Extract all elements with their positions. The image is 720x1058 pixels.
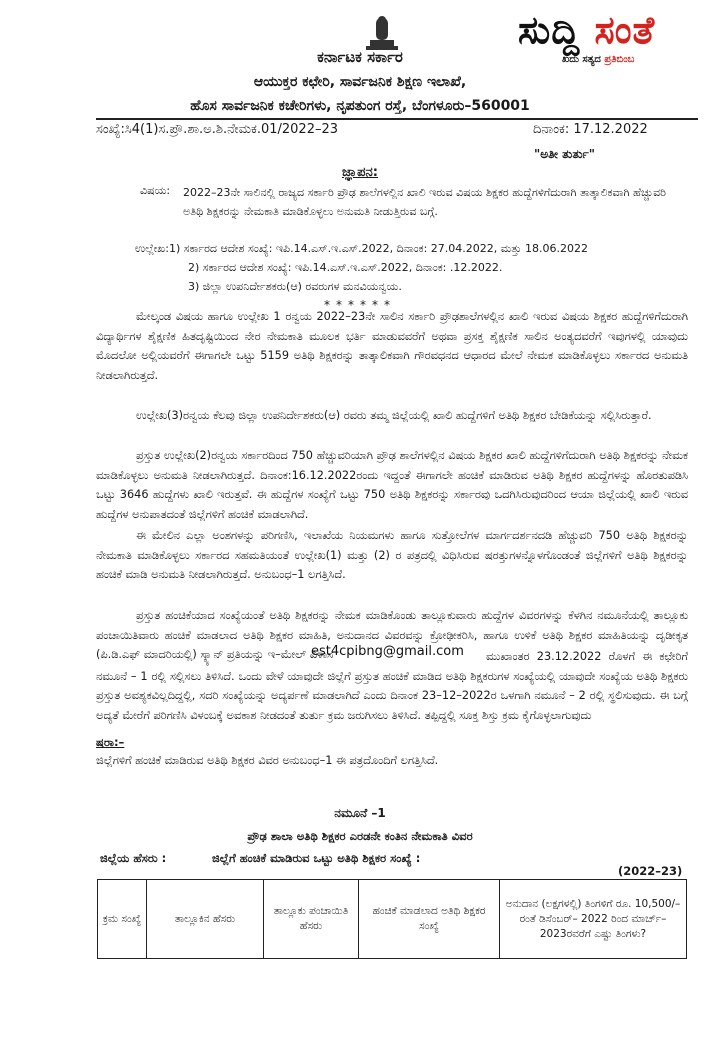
subject-text: 2022–23ನೇ ಸಾಲಿನಲ್ಲಿ ರಾಜ್ಯದ ಸರ್ಕಾರಿ ಪ್ರೌಢ ಶಾಲೆಗಳಲ್ಲಿನ ಖಾಲಿ ಇರುವ ವಿಷಯ ಶಿಕ್ಷಕರ ಹುದ್ದೆಗಳಿಗೆದುರಾಗಿ ತಾತ್ಕಾಲಿಕವಾಗಿ ಹೆಚ್ಚುವರಿ ಅತಿಥಿ ಶಿಕ್ಷಕರನ್ನು ನೇಮಕಾತಿ ಮಾಡಿಕೊಳ್ಳಲು ಅನುಮತಿ ನೀಡುತ್ತಿರುವ ಬಗ್ಗೆ.	[183, 186, 666, 218]
body-paragraph: ಪ್ರಸ್ತುತ ಉಲ್ಲೇಖ(2)ರನ್ವಯ ಸರ್ಕಾರದಿಂದ 750 ಹೆಚ್ಚುವರಿಯಾಗಿ ಪ್ರೌಢ ಶಾಲೆಗಳಲ್ಲಿನ ವಿಷಯ ಶಿಕ್ಷಕರ ಖಾಲಿ ಹುದ್ದೆಗಳಿಗೆದುರಾಗಿ ಅತಿಥಿ ಶಿಕ್ಷಕರನ್ನು ನೇಮಕ ಮಾಡಿಕೊಳ್ಳಲು ಅನುಮತಿ ನೀಡಲಾಗಿರುತ್ತದೆ. ದಿನಾಂಕ:16.12.2022ರಂದು ಇದ್ದಂತೆ ಈಗಾಗಲೇ ಹಂಚಿಕೆ ಮಾಡಿರುವ ಅತಿಥಿ ಶಿಕ್ಷಕರ ಹುದ್ದೆಗಳನ್ನು ಹೊರತುಪಡಿಸಿ ಒಟ್ಟು 3646 ಹುದ್ದೆಗಳು ಖಾಲಿ ಇರುತ್ತವೆ. ಈ ಹುದ್ದೆಗಳ ಸಂಖ್ಯೆಗೆ ಒಟ್ಟು 750 ಅತಿಥಿ ಶಿಕ್ಷಕರನ್ನು ಸರ್ಕಾರವು ಒದಗಿಸಿರುವುದರಿಂದ ಆಯಾ ಜಿಲ್ಲೆಯಲ್ಲಿ ಖಾಲಿ ಇರುವ ಹುದ್ದೆಗಳ ಅನುಪಾತದಂತೆ ಜಿಲ್ಲೆಗಳಿಗೆ ಹಂಚಿಕೆ ಮಾಡಲಾಗಿದೆ.	[96, 449, 688, 521]
subject-label: ವಿಷಯ:	[140, 184, 171, 197]
reference-item: 2) ಸರ್ಕಾರದ ಆದೇಶ ಸಂಖ್ಯೆ: ಇಪಿ.14.ಎಸ್.ಇ.ಎಸ್.2022, ದಿನಾಂಕ: .12.2022.	[188, 261, 503, 274]
body-paragraph: ಉಲ್ಲೇಖ(3)ರನ್ವಯ ಕೆಲವು ಜಿಲ್ಲಾ ಉಪನಿರ್ದೇಶಕರು(ಆ) ರವರು ತಮ್ಮ ಜಿಲ್ಲೆಯಲ್ಲಿ ಖಾಲಿ ಹುದ್ದೆಗಳಿಗೆ ಅತಿಥಿ ಶಿಕ್ಷಕರ ಬೇಡಿಕೆಯನ್ನು ಸಲ್ಲಿಸಿರುತ್ತಾರೆ.	[136, 409, 652, 422]
office-name: ಆಯುಕ್ತರ ಕಛೇರಿ, ಸಾರ್ವಜನಿಕ ಶಿಕ್ಷಣ ಇಲಾಖೆ,	[253, 74, 467, 90]
memo-title: ಜ್ಞಾಪನ:	[342, 165, 378, 180]
district-label: ಜಿಲ್ಲೆಯ ಹೆಸರು :	[100, 851, 167, 865]
allocation-table	[97, 879, 687, 959]
reference-item: ಉಲ್ಲೇಖ:1) ಸರ್ಕಾರದ ಆದೇಶ ಸಂಖ್ಯೆ: ಇಪಿ.14.ಎಸ್.ಇ.ಎಸ್.2022, ದಿನಾಂಕ: 27.04.2022, ಮತ್ತು 18.06.2022	[135, 242, 588, 255]
priority-label: "ಅತೀ ತುರ್ತು"	[534, 147, 595, 161]
note-text: ಜಿಲ್ಲೆಗಳಿಗೆ ಹಂಚಿಕೆ ಮಾಡಿರುವ ಅತಿಥಿ ಶಿಕ್ಷಕರ ವಿವರ ಅನುಬಂಧ–1 ಈ ಪತ್ರದೊಂದಿಗೆ ಲಗತ್ತಿಸಿದೆ.	[96, 754, 439, 767]
sudhi-sante-logo: ಸುದ್ದಿ ಸಂತೆ ಖದು ಸತ್ಯದ ಪ್ರತಿಬಿಂಬ	[518, 8, 656, 65]
state-emblem-icon	[360, 14, 404, 52]
body-paragraph: ಈ ಮೇಲಿನ ಎಲ್ಲಾ ಅಂಶಗಳನ್ನು ಪರಿಗಣಿಸಿ, ಇಲಾಖೆಯ ನಿಯಮಗಳು ಹಾಗೂ ಸುತ್ತೋಲೆಗಳ ಮಾರ್ಗದರ್ಶನದಡಿ ಹೆಚ್ಚುವರಿ 750 ಅತಿಥಿ ಶಿಕ್ಷಕರನ್ನು ನೇಮಕಾತಿ ಮಾಡಿಕೊಳ್ಳಲು ಸರ್ಕಾರದ ಸಹಮತಿಯಂತೆ ಉಲ್ಲೇಖ(1) ಮತ್ತು (2) ರ ಪತ್ರದಲ್ಲಿ ವಿಧಿಸಿರುವ ಷರತ್ತುಗಳನ್ನೊಳಗೊಂಡಂತೆ ಜಿಲ್ಲೆಗಳಿಗೆ ಅತಿಥಿ ಶಿಕ್ಷಕರನ್ನು ಹಂಚಿಕೆ ಮಾಡಿ ಅನುಮತಿ ನೀಡಲಾಗಿರುತ್ತದೆ. ಅನುಬಂಧ–1 ಲಗತ್ತಿಸಿದೆ.	[96, 529, 688, 581]
body-paragraph: ಮೇಲ್ಕಂಡ ವಿಷಯ ಹಾಗೂ ಉಲ್ಲೇಖ 1 ರನ್ವಯ 2022–23ನೇ ಸಾಲಿನ ಸರ್ಕಾರಿ ಪ್ರೌಢಶಾಲೆಗಳಲ್ಲಿನ ಖಾಲಿ ಇರುವ ವಿಷಯ ಶಿಕ್ಷಕರ ಹುದ್ದೆಗಳಿಗೆದುರಾಗಿ ವಿದ್ಯಾರ್ಥಿಗಳ ಶೈಕ್ಷಣಿಕ ಹಿತದೃಷ್ಟಿಯಿಂದ ನೇರ ನೇಮಕಾತಿ ಮೂಲಕ ಭರ್ತಿ ಮಾಡುವವರೆಗೆ ಅಥವಾ ಪ್ರಸಕ್ತ ಶೈಕ್ಷಣಿಕ ಸಾಲಿನ ಅಂತ್ಯದವರೆಗೆ ಇವುಗಳಲ್ಲಿ ಯಾವುದು ಮೊದಲೋ ಅಲ್ಲಿಯವರೆಗೆ ಈಗಾಗಲೇ ಒಟ್ಟು 5159 ಅತಿಥಿ ಶಿಕ್ಷಕರನ್ನು ತಾತ್ಕಾಲಿಕವಾಗಿ ಗೌರವಧನದ ಆಧಾರದ ಮೇಲೆ ನೇಮಕ ಮಾಡಿಕೊಳ್ಳಲು ಸರ್ಕಾರದ ಅನುಮತಿ ನೀಡಲಾಗಿರುತ್ತದೆ.	[96, 310, 688, 382]
separator: ******	[324, 298, 396, 312]
table-header-row	[98, 880, 687, 959]
reference-item: 3) ಜಿಲ್ಲಾ ಉಪನಿರ್ದೇಶಕರು(ಆ) ರವರುಗಳ ಮನವಿಯನ್ವಯ.	[188, 280, 402, 293]
header-divider	[96, 118, 698, 120]
academic-year: (2022–23)	[618, 864, 683, 878]
contact-email[interactable]: est4cpibng@gmail.com	[311, 644, 464, 659]
form-title: ನಮೂನೆ –1	[334, 806, 386, 820]
reference-number: ಸಂಖ್ಯೆ:ಸಿ4(1)ಸ.ಪ್ರೌ.ಶಾ.ಅ.ಶಿ.ನೇಮಕ.01/2022–23	[96, 122, 339, 137]
document-date: ದಿನಾಂಕ: 17.12.2022	[533, 122, 648, 137]
body-paragraph: ಮುಖಾಂತರ 23.12.2022 ರೊಳಗೆ ಈ ಕಛೇರಿಗೆ ನಮೂನೆ – 1 ರಲ್ಲಿ ಸಲ್ಲಿಸಲು ತಿಳಿಸಿದೆ. ಒಂದು ವೇಳೆ ಯಾವುದೇ ಜಿಲ್ಲೆಗೆ ಪ್ರಸ್ತುತ ಹಂಚಿಕೆ ಮಾಡಿದ ಅತಿಥಿ ಶಿಕ್ಷಕರುಗಳ ಸಂಖ್ಯೆಯಲ್ಲಿ ಯಾವುದೇ ಸಂಖ್ಯೆಯ ಅತಿಥಿ ಶಿಕ್ಷಕರು ಪ್ರಸ್ತುತ ಅವಶ್ಯಕವಿಲ್ಲದಿದ್ದಲ್ಲಿ, ಸದರಿ ಸಂಖ್ಯೆಯನ್ನು ಅದ್ಯರ್ಪಣೆ ಮಾಡಲಾಗಿದೆ ಎಂದು ದಿನಾಂಕ 23–12–2022ರ ಒಳಗಾಗಿ ನಮೂನೆ – 2 ರಲ್ಲಿ ಸ್ಥಲಿಸುವುದು. ಈ ಬಗ್ಗೆ ಅದ್ಯತೆ ಮೇರೆಗೆ ಪರಿಗಣಿಸಿ ವಿಳಂಬಕ್ಕೆ ಅವಕಾಶ ನೀಡದಂತೆ ತುರ್ತು ಕ್ರಮ ಜರುಗಿಸಲು ತಿಳಿಸಿದೆ. ತಪ್ಪಿದ್ದಲ್ಲಿ ಸೂಕ್ತ ಶಿಸ್ತು ಕ್ರಮ ಕೈಗೊಳ್ಳಲಾಗುವುದು	[96, 650, 688, 722]
government-title: ಕರ್ನಾಟಕ ಸರ್ಕಾರ	[317, 48, 403, 66]
table-header-cell: ತಾಲ್ಲೂಕು ಪಂಚಾಯಿತಿ ಹೆಸರು	[264, 880, 359, 959]
form-subtitle: ಪ್ರೌಢ ಶಾಲಾ ಅತಿಥಿ ಶಿಕ್ಷಕರ ಎರಡನೇ ಕಂತಿನ ನೇಮಕಾತಿ ವಿವರ	[247, 829, 473, 843]
note-label: ಷರಾ:–	[96, 735, 125, 749]
table-header-cell: ತಾಲ್ಲೂಕಿನ ಹೆಸರು	[147, 880, 264, 959]
body-paragraph: ಪ್ರಸ್ತುತ ಹಂಚಿಕೆಯಾದ ಸಂಖ್ಯೆಯಂತೆ ಅತಿಥಿ ಶಿಕ್ಷಕರನ್ನು ನೇಮಕ ಮಾಡಿಕೊಂಡು ತಾಲ್ಲೂಕುವಾರು ಹುದ್ದೆಗಳ ವಿವರಗಳನ್ನು ಕೆಳಗಿನ ನಮೂನೆಯಲ್ಲಿ ತಾಲ್ಲೂಕು ಪಂಚಾಯಿತಿವಾರು ಹಂಚಿಕೆ ಮಾಡಲಾದ ಅತಿಥಿ ಶಿಕ್ಷಕರ ಮಾಹಿತಿ, ಅನುದಾನದ ವಿವರವನ್ನು ಕ್ರೋಢೀಕರಿಸಿ, ಹಾಗೂ ಉಳಿಕೆ ಅತಿಥಿ ಶಿಕ್ಷಕರ ಮಾಹಿತಿಯನ್ನು ದೃಡೀಕೃತ (ಪಿ.ಡಿ.ಎಫ್ ಮಾದರಿಯಲ್ಲಿ) ಸ್ಕ್ಯಾನ್ ಪ್ರತಿಯನ್ನು ಇ–ಮೇಲ್ ವಿಳಾಸ	[96, 609, 688, 661]
form-subtitle: ಜಿಲ್ಲೆಗೆ ಹಂಚಿಕೆ ಮಾಡಿರುವ ಒಟ್ಟು ಅತಿಥಿ ಶಿಕ್ಷಕರ ಸಂಖ್ಯೆ :	[212, 851, 421, 865]
table-header-cell: ಕ್ರಮ ಸಂಖ್ಯೆ	[98, 880, 147, 959]
table-header-cell: ಹಂಚಿಕೆ ಮಾಡಲಾದ ಅತಿಥಿ ಶಿಕ್ಷಕರ ಸಂಖ್ಯೆ	[359, 880, 500, 959]
office-address: ಹೊಸ ಸಾರ್ವಜನಿಕ ಕಚೇರಿಗಳು, ನೃಪತುಂಗ ರಸ್ತೆ, ಬೆಂಗಳೂರು–560001	[190, 98, 530, 114]
table-header-cell: ಅನುದಾನ (ಲಕ್ಷಗಳಲ್ಲಿ) ತಿಂಗಳಿಗೆ ರೂ. 10,500/–ರಂತೆ ಡಿಸೆಂಬರ್– 2022 ರಿಂದ ಮಾರ್ಚ್–2023ರವರೆಗೆ ಎಷ್ಟು ತಿಂಗಳು?	[500, 880, 687, 959]
